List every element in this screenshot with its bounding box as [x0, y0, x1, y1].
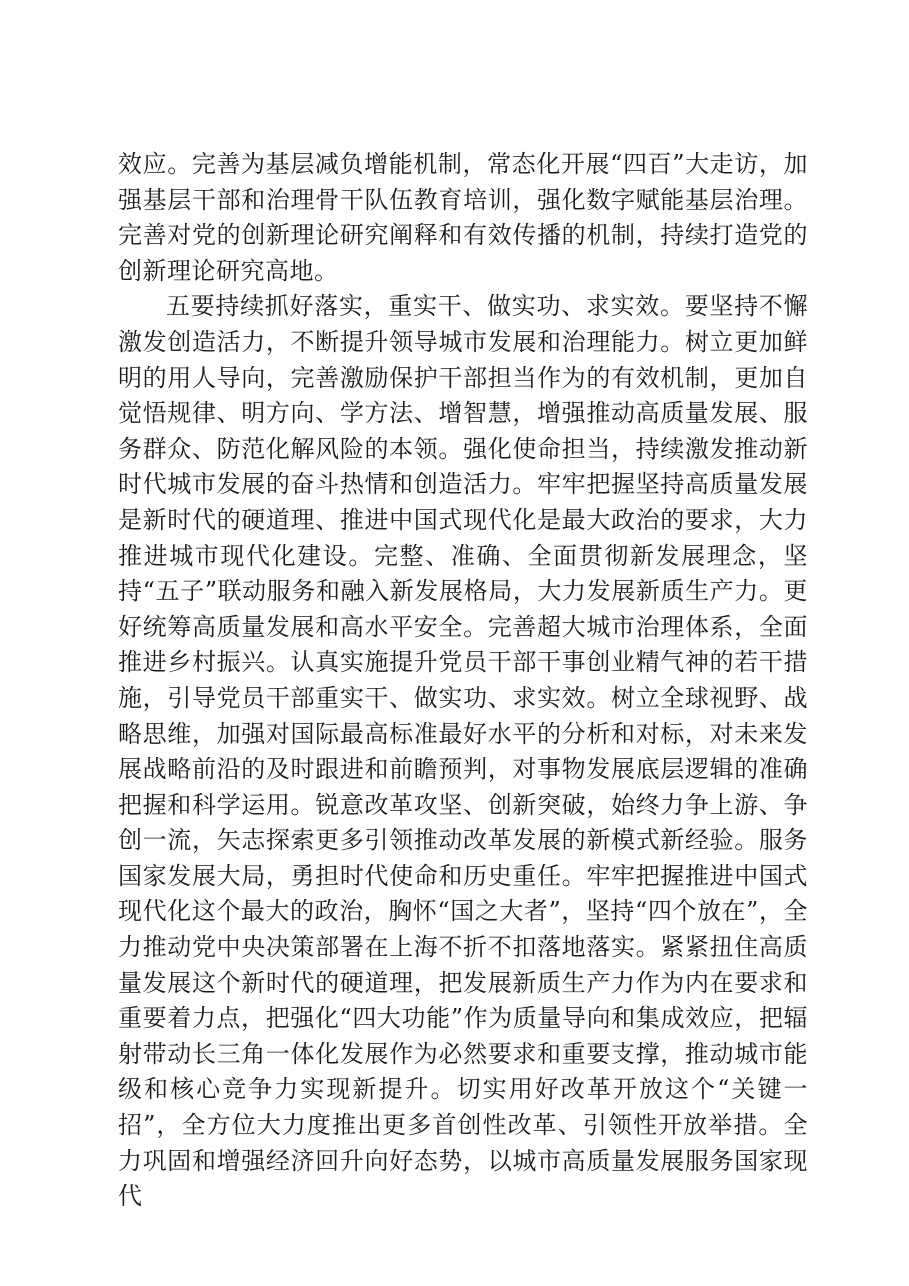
paragraph-five-implementation: 五要持续抓好落实，重实干、做实功、求实效。要坚持不懈激发创造活力，不断提升领导城市发展和治理能力。树立更加鲜明的用人导向，完善激励保护干部担当作为的有效机制，更加自觉悟规律、明方向、学方法、增智慧，增强推动高质量发展、服务群众、防范化解风险的本领。强化使命担当，持续激发推动新时代城市发展的奋斗热情和创造活力。牢牢把握坚持高质量发展是新时代的硬道理、推进中国式现代化是最大政治的要求，大力推进城市现代化建设。完整、准确、全面贯彻新发展理念，坚持“五子”联动服务和融入新发展格局，大力发展新质生产力。更好统筹高质量发展和高水平安全。完善超大城市治理体系，全面推进乡村振兴。认真实施提升党员干部干事创业精气神的若干措施，引导党员干部重实干、做实功、求实效。树立全球视野、战略思维，加强对国际最高标准最好水平的分析和对标，对未来发展战略前沿的及时跟进和前瞻预判，对事物发展底层逻辑的准确把握和科学运用。锐意改革攻坚、创新突破，始终力争上游、争创一流，矢志探索更多引领推动改革发展的新模式新经验。服务国家发展大局，勇担时代使命和历史重任。牢牢把握推进中国式现代化这个最大的政治，胸怀“国之大者”，坚持“四个放在”，全力推动党中央决策部署在上海不折不扣落地落实。紧紧扭住高质量发展这个新时代的硬道理，把发展新质生产力作为内在要求和重要着力点，把强化“四大功能”作为质量导向和集成效应，把辐射带动长三角一体化发展作为必然要求和重要支撑，推动城市能级和核心竞争力实现新提升。切实用好改革开放这个“关键一招”，全方位大力度推出更多首创性改革、引领性开放举措。全力巩固和增强经济回升向好态势，以城市高质量发展服务国家现代 — [118, 292, 808, 1211]
paragraph-continued: 效应。完善为基层减负增能机制，常态化开展“四百”大走访，加强基层干部和治理骨干队伍教育培训，强化数字赋能基层治理。完善对党的创新理论研究阐释和有效传播的机制，持续打造党的创新理论研究高地。 — [118, 150, 808, 285]
document-body — [118, 147, 808, 1215]
